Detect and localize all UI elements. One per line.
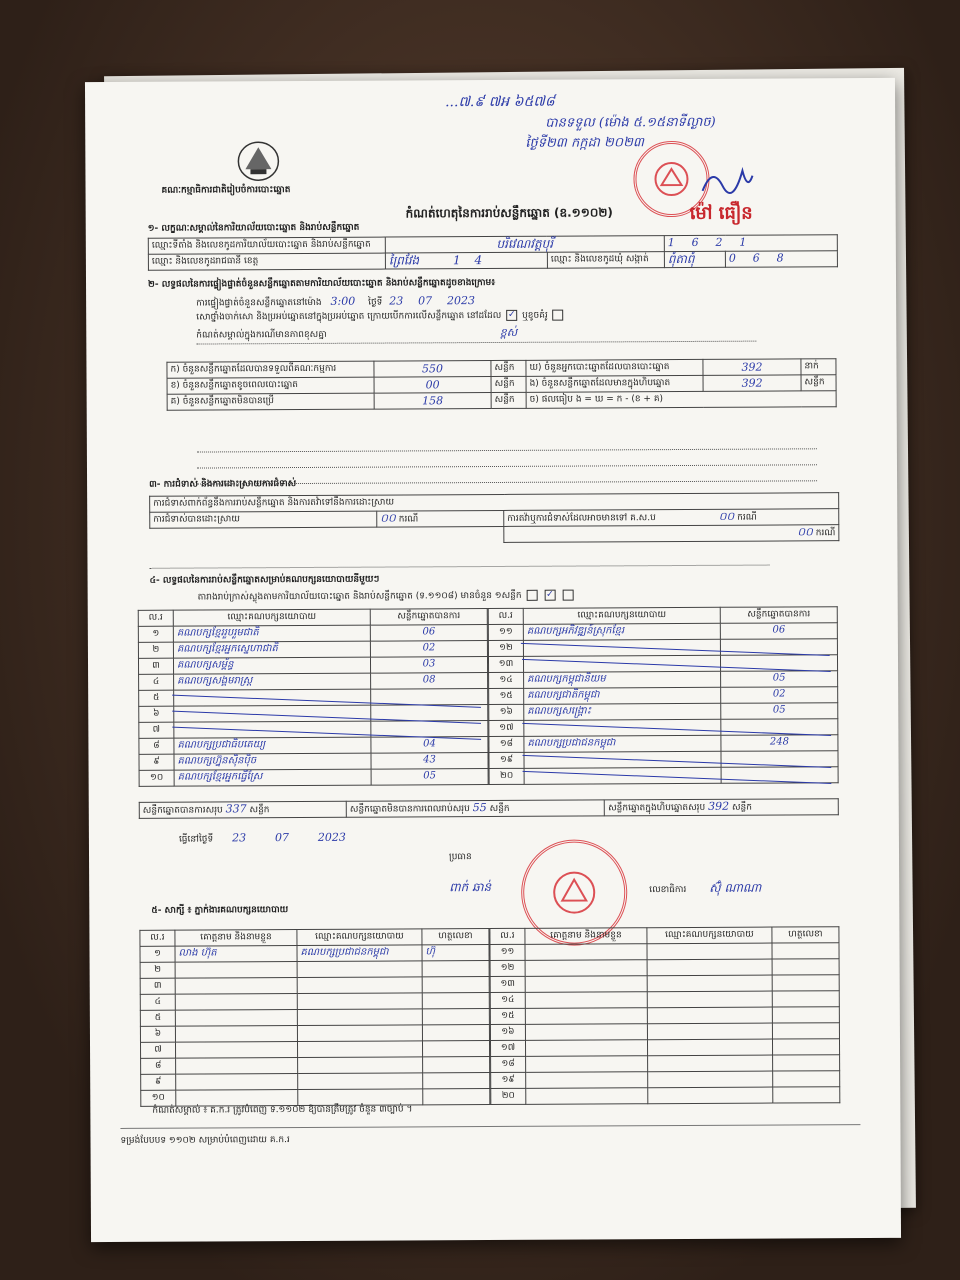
party-row xyxy=(489,671,838,689)
row-number: ៤ xyxy=(140,994,175,1010)
chair-signature: ពាក់ ឆាន់ xyxy=(449,880,492,895)
complaints-other-unit: ករណី xyxy=(815,528,836,539)
witness-row xyxy=(140,1041,489,1059)
signature-top-icon xyxy=(697,161,757,201)
row-number: ១១ xyxy=(490,944,525,960)
row-number: ៩ xyxy=(141,1074,176,1090)
party-name: គណបក្សខ្មែរអ្នកស្នេហាជាតិ xyxy=(173,641,370,658)
party-name: គណបក្សហ្វ៊ុនស៊ិនប៉ិច xyxy=(174,753,371,770)
total-box-label: សន្លឹកឆ្នោតក្នុងហិបឆ្នោតសរុប xyxy=(608,803,706,814)
row-number: ១៥ xyxy=(490,1008,525,1024)
witness-name xyxy=(176,1090,298,1107)
handwritten-signer-name: ម៉ៅ ធឿន xyxy=(689,202,753,224)
party-votes: 05 xyxy=(721,671,838,688)
witness-name xyxy=(525,960,647,977)
witness-sign xyxy=(422,977,489,993)
section5-heading: ៥- សាក្សី ៖ ភ្នាក់ងារគណបក្សនយោបាយ xyxy=(151,905,289,916)
party-name: គណបក្សប្រជាធិបតេយ្យ xyxy=(174,737,371,754)
verification-time-line xyxy=(196,294,475,310)
ballots-spoiled-value: 00 xyxy=(374,377,491,394)
station-code xyxy=(664,235,837,252)
complaints-resolved-unit: ករណី xyxy=(398,514,419,525)
party-name: គណបក្សអភិវឌ្ឍន៍ស្រុកខ្មែរ xyxy=(523,623,720,640)
ballots-unused-value: 158 xyxy=(374,393,491,410)
total-valid-unit: សន្លឹក xyxy=(249,805,270,816)
w-col-sign-right: ហត្ថលេខា xyxy=(772,927,839,943)
party-votes: 05 xyxy=(371,769,488,786)
witness-sign xyxy=(772,1007,839,1023)
party-votes: 08 xyxy=(371,673,488,690)
handwritten-received-date: ថ្ងៃទី២៣ កក្កដា ២០២៣ xyxy=(525,135,645,151)
witness-party xyxy=(297,961,422,978)
party-votes: 04 xyxy=(371,737,488,754)
ballots-received-label: ក) ចំនួនសន្លឹកឆ្នោតដែលបានទទួលពីគណៈកម្មការ xyxy=(167,361,374,378)
province-code-d2: 4 xyxy=(474,253,483,268)
verification-month: 07 xyxy=(418,294,433,308)
witness-row xyxy=(491,1071,840,1089)
party-row xyxy=(489,687,838,705)
row-number: ១៤ xyxy=(490,992,525,1008)
party-votes: 03 xyxy=(370,657,487,674)
handwritten-topline: ...៧.៩ ៧អ ៦៥៧៨ xyxy=(445,93,555,111)
witness-sign xyxy=(773,1055,840,1071)
witness-row xyxy=(490,943,839,961)
row-number: ៥ xyxy=(139,690,174,706)
station-code-d3: 2 xyxy=(715,236,723,250)
witness-row xyxy=(490,975,839,993)
witness-row xyxy=(140,945,489,963)
party-row xyxy=(139,753,488,771)
witness-party: គណបក្សប្រជាជនកម្ពុជា xyxy=(297,945,422,962)
witness-sign xyxy=(772,1039,839,1055)
witness-row xyxy=(490,991,839,1009)
witness-sign xyxy=(423,1057,490,1073)
row-number: ១៣ xyxy=(490,976,525,992)
commune-label: ឈ្មោះ និងលេខកូដឃុំ សង្កាត់ xyxy=(547,252,664,269)
witness-party xyxy=(647,991,772,1008)
witness-sign xyxy=(772,959,839,975)
col-party-right: ឈ្មោះគណបក្សនយោបាយ xyxy=(523,607,720,624)
row-number: ១៨ xyxy=(491,1056,526,1072)
witness-row xyxy=(490,1039,839,1057)
sheets-checkbox-3[interactable] xyxy=(562,590,573,601)
row-number: ២០ xyxy=(489,768,524,784)
check-formula: ច) ផលធៀប ង = ឃ = ក - (ខ + គ) xyxy=(526,391,836,409)
row-number: ៤ xyxy=(139,674,174,690)
chair-label: ប្រធាន xyxy=(449,852,472,863)
party-name: គណបក្សខ្មែរអ្នកធ្វើស្រែ xyxy=(174,769,371,786)
sheets-checkbox-1[interactable] xyxy=(526,590,537,601)
witness-sign xyxy=(422,993,489,1009)
party-row xyxy=(139,705,488,723)
witness-row xyxy=(140,961,489,979)
total-invalid-cell xyxy=(346,800,604,817)
row-number: ១០ xyxy=(139,770,174,786)
section4-heading: ៤- លទ្ធផលនៃការរាប់សន្លឹកឆ្នោតសម្រាប់គណបក្សនយោបាយនីមួយៗ xyxy=(149,574,380,586)
witness-name xyxy=(526,1088,648,1105)
party-votes: 05 xyxy=(721,703,838,720)
witness-row xyxy=(141,1057,490,1075)
party-row xyxy=(139,769,488,787)
witness-name xyxy=(175,978,297,995)
row-number: ៦ xyxy=(140,1026,175,1042)
witness-party xyxy=(647,959,772,976)
party-votes: 06 xyxy=(370,625,487,642)
col-party-left: ឈ្មោះគណបក្សនយោបាយ xyxy=(173,609,370,626)
nec-logo-icon xyxy=(235,139,281,183)
col-votes-left: សន្លឹកឆ្នោតបានការ xyxy=(370,609,487,626)
commune-code xyxy=(725,251,837,268)
province-value xyxy=(385,252,547,269)
party-name: គណបក្សប្រជាជនកម្ពុជា xyxy=(524,735,721,752)
emblem-icon-bottom xyxy=(549,867,599,917)
w-col-sign-left: ហត្ថលេខា xyxy=(422,929,489,945)
row-number: ១៣ xyxy=(488,656,523,672)
row-number: ៥ xyxy=(140,1010,175,1026)
station-code-d4: 1 xyxy=(739,236,747,250)
row-number: ១ xyxy=(138,626,173,642)
party-votes: 02 xyxy=(721,687,838,704)
station-value: បរិវេណវត្តបុរី xyxy=(385,236,664,253)
witness-sign xyxy=(773,1071,840,1087)
witness-party xyxy=(297,1041,422,1058)
complaints-resolved-label: ការជំទាស់បានដោះស្រាយ xyxy=(150,511,377,528)
complaints-escalated-value: ០០ xyxy=(718,510,735,524)
ballots-spoiled-unit: សន្លឹក xyxy=(491,376,526,392)
party-name: គណបក្សខ្មែររួបរួមជាតិ xyxy=(173,625,370,642)
witness-sign xyxy=(772,943,839,959)
witness-name xyxy=(175,994,297,1011)
row-number: ១ xyxy=(140,946,175,962)
witness-sign xyxy=(422,1009,489,1025)
row-number: ៨ xyxy=(139,738,174,754)
totals-row xyxy=(139,798,839,819)
witness-name xyxy=(525,944,647,961)
ballots-in-box-label: ង) ចំនួនសន្លឹកឆ្នោតដែលមានក្នុងហិបឆ្នោត xyxy=(526,375,703,392)
voters-unit: នាក់ xyxy=(801,359,836,375)
witness-party xyxy=(647,975,772,992)
org-name: គណៈកម្មាធិការជាតិរៀបចំការបោះឆ្នោត xyxy=(161,185,291,196)
row-number: ១៧ xyxy=(490,1040,525,1056)
witness-row xyxy=(141,1089,490,1107)
row-number: ១៩ xyxy=(491,1072,526,1088)
witness-party xyxy=(298,1073,423,1090)
party-row xyxy=(139,737,488,755)
complaints-other-value: ០០ xyxy=(797,525,813,539)
witness-party xyxy=(297,993,422,1010)
witness-sign: ហ៊ុ xyxy=(422,945,489,961)
commune-code-d2: 6 xyxy=(752,251,760,266)
voters-label: ឃ) ចំនួនអ្នកបោះឆ្នោតដែលបានបោះឆ្នោត xyxy=(526,359,703,376)
party-votes: 43 xyxy=(371,753,488,770)
witness-sign xyxy=(423,1089,490,1105)
witness-party xyxy=(647,1039,772,1056)
section4-subline-text: តារាងរាប់ក្រាស់ស្លុងតាមការិយាល័យបោះឆ្នោត និងរាប់សន្លឹកឆ្នោត (ទ.១១០៨) មានចំនួន ១សន្លឹក xyxy=(197,590,522,603)
witness-party xyxy=(297,1009,422,1026)
witness-row xyxy=(490,1007,839,1025)
ballots-unused-label: គ) ចំនួនសន្លឹកឆ្នោតមិនបានប្រើ xyxy=(167,393,374,410)
complaints-escalated-label: ការតវ៉ាឬការជំទាស់ដែលអាចមានទៅ គ.ស.ប xyxy=(507,513,656,525)
party-row xyxy=(138,625,487,643)
province-name: ព្រៃវែង xyxy=(388,253,420,268)
witness-sign xyxy=(422,1041,489,1057)
party-name: គណបក្សជាតិកម្ពុជា xyxy=(524,687,721,704)
verification-year: 2023 xyxy=(446,294,476,308)
province-label: ឈ្មោះ និងលេខកូដរាជធានី ខេត្ត xyxy=(148,253,385,270)
party-row xyxy=(488,623,837,641)
witness-sign xyxy=(773,1087,840,1103)
witness-sign xyxy=(772,1023,839,1039)
witness-party xyxy=(647,1007,772,1024)
seal-damaged-label: ឬខូចគំរូ xyxy=(522,310,548,321)
witness-party xyxy=(298,1057,423,1074)
row-number: ១១ xyxy=(488,624,523,640)
section4-subline xyxy=(198,590,576,604)
row-number: ៦ xyxy=(139,706,174,722)
total-invalid-label: សន្លឹកឆ្នោតមិនបានការពេលរាប់សរុប xyxy=(349,804,470,816)
row-number: ៣ xyxy=(140,978,175,994)
seal-status-text: សោថ្នាំងចាក់សោ និងប្រអប់ឆ្នោតនៅក្នុងប្រអប់ឆ្នោត ក្រោយបើកការលើសន្លឹកឆ្នោត នៅដដែល xyxy=(196,310,502,323)
witness-left-table xyxy=(139,928,490,1107)
commune-code-d1: 0 xyxy=(728,252,736,266)
w-col-name-right: គោត្តនាម និងនាមខ្លួន xyxy=(525,928,647,945)
witness-right-table xyxy=(489,926,840,1105)
section3-heading: ៣- ការជំទាស់ និងការដោះស្រាយការជំទាស់ xyxy=(149,479,297,490)
party-name: គណបក្សកម្ពុជានិយម xyxy=(524,671,721,688)
witness-name xyxy=(525,1024,647,1041)
witness-name xyxy=(526,1072,648,1089)
row-number: ២០ xyxy=(491,1088,526,1104)
total-valid-cell xyxy=(139,801,346,818)
row-number: ៧ xyxy=(139,722,174,738)
ballots-received-value: 550 xyxy=(374,361,491,378)
witness-name xyxy=(175,1026,297,1043)
discrepancy-note-value: ខ្ពស់ xyxy=(499,325,518,339)
station-code-d1: 1 xyxy=(667,236,675,250)
complaints-escalated-unit: ករណី xyxy=(737,512,757,524)
party-row xyxy=(139,721,488,739)
total-invalid-value: 55 xyxy=(472,801,487,815)
witness-row xyxy=(140,1025,489,1043)
witness-name xyxy=(525,1040,647,1057)
row-number: ១២ xyxy=(490,960,525,976)
section1-heading: ១- លក្ខណៈសម្គាល់នៃការិយាល័យបោះឆ្នោត និងរាប់សន្លឹកឆ្នោត xyxy=(147,222,360,234)
complaints-other-cell xyxy=(504,525,839,543)
party-name: គណបក្សសង្គ្រោះ xyxy=(524,703,721,720)
witness-sign xyxy=(423,1073,490,1089)
col-votes-right: សន្លឹកឆ្នោតបានការ xyxy=(720,607,837,624)
witness-row xyxy=(490,1023,839,1041)
witness-name xyxy=(175,962,297,979)
voters-value: 392 xyxy=(703,359,801,376)
total-box-value: 392 xyxy=(708,800,730,814)
witness-row xyxy=(491,1087,840,1105)
complaints-table xyxy=(149,492,839,545)
row-number: ១០ xyxy=(141,1090,176,1106)
witness-sign xyxy=(772,991,839,1007)
seal-status-line xyxy=(196,310,566,324)
witness-name xyxy=(525,992,647,1009)
row-number: ១៦ xyxy=(489,704,524,720)
commune-value: ពុំតាពុំ xyxy=(664,251,725,267)
ballots-spoiled-label: ខ) ចំនួនសន្លឹកឆ្នោតខូចពេលបោះឆ្នោត xyxy=(167,377,374,394)
ballots-in-box-unit: សន្លឹក xyxy=(801,375,836,391)
discrepancy-note xyxy=(196,326,517,342)
row-number: ២ xyxy=(138,642,173,658)
total-valid-value: 337 xyxy=(225,802,247,816)
complaints-resolved-cell xyxy=(377,510,504,527)
party-votes: 06 xyxy=(720,623,837,640)
witness-name xyxy=(525,1008,647,1025)
station-code-d2: 6 xyxy=(691,236,699,250)
col-no-left: ល.រ xyxy=(138,610,173,626)
row-number: ១៦ xyxy=(490,1024,525,1040)
total-valid-label: សន្លឹកឆ្នោតបានការសរុប xyxy=(142,805,223,817)
signing-month: 07 xyxy=(274,831,289,845)
row-number: ១៥ xyxy=(489,688,524,704)
complaints-resolved-value: ០០ xyxy=(380,511,396,525)
col-no-right: ល.រ xyxy=(488,608,523,624)
row-number: ១៨ xyxy=(489,736,524,752)
ballots-in-box-value: 392 xyxy=(703,375,801,392)
witness-party xyxy=(648,1071,773,1088)
witness-name xyxy=(526,1056,648,1073)
ballot-count-table xyxy=(166,358,836,411)
party-name: គណបក្សសង្គមរាស្ត្រ xyxy=(174,673,371,690)
verification-date-label: ថ្ងៃទី xyxy=(368,297,383,308)
witness-party xyxy=(297,977,422,994)
section2-heading: ២- លទ្ធផលនៃការផ្ទៀងផ្ទាត់ចំនួនសន្លឹកឆ្នោតតាមការិយាល័យបោះឆ្នោត និងរាប់សន្លឹកឆ្នោតដូចខាងក្រោម៖ xyxy=(148,277,496,290)
secretary-label: លេខាធិការ xyxy=(649,884,687,896)
signing-day: 23 xyxy=(232,831,247,845)
total-box-cell xyxy=(605,799,839,816)
form-title: កំណត់ហេតុនៃការរាប់សន្លឹកឆ្នោត (ឧ.១១០២) xyxy=(405,205,613,221)
row-number: ៩ xyxy=(139,754,174,770)
party-row xyxy=(489,703,838,721)
party-row xyxy=(139,673,488,691)
w-col-party-left: ឈ្មោះគណបក្សនយោបាយ xyxy=(297,929,422,946)
sheets-checkbox-2[interactable]: ✓ xyxy=(546,589,554,600)
witness-party xyxy=(647,1023,772,1040)
seal-damaged-checkbox[interactable] xyxy=(553,310,564,321)
election-count-form xyxy=(85,78,901,1242)
party-votes: 248 xyxy=(721,735,838,752)
witness-row xyxy=(490,959,839,977)
total-box-unit: សន្លឹក xyxy=(731,803,753,814)
party-results-right-table xyxy=(488,606,839,785)
party-row xyxy=(139,689,488,707)
witness-party xyxy=(648,1055,773,1072)
witness-sign xyxy=(772,975,839,991)
witness-row xyxy=(140,1009,489,1027)
witness-name xyxy=(525,976,647,993)
secretary-signature: ស៊ុំ ណាណា xyxy=(709,880,762,895)
witness-party xyxy=(297,1025,422,1042)
w-col-no-right: ល.រ xyxy=(490,928,525,944)
emblem-icon xyxy=(651,159,691,199)
witness-row xyxy=(140,993,489,1011)
row-number: ២ xyxy=(140,962,175,978)
witness-party xyxy=(648,1087,773,1104)
row-number: ៣ xyxy=(138,658,173,674)
verification-time-prefix: ការផ្ទៀងផ្ទាត់ចំនួនសន្លឹកឆ្នោតនៅម៉ោង xyxy=(196,297,322,309)
row-number: ១៩ xyxy=(489,752,524,768)
row-number: ១៤ xyxy=(489,672,524,688)
party-row xyxy=(138,657,487,675)
witness-party xyxy=(647,943,772,960)
row-number: ១២ xyxy=(488,640,523,656)
witness-name xyxy=(175,1010,297,1027)
row-number: ៨ xyxy=(141,1058,176,1074)
verification-time-value: 3:00 xyxy=(330,294,356,308)
handwritten-received-time: បាន​ទទួល (ម៉ោង ៥.១៥នាទីល្ងាច) xyxy=(545,114,716,131)
witness-row xyxy=(140,977,489,995)
party-name: គណបក្សសម្ព័ន្ធ xyxy=(173,657,370,674)
party-votes: 02 xyxy=(370,641,487,658)
seal-intact-checkbox[interactable]: ✓ xyxy=(507,309,516,320)
w-col-no-left: ល.រ xyxy=(140,930,175,946)
ballots-unused-unit: សន្លឹក xyxy=(491,392,526,408)
row-number: ៧ xyxy=(140,1042,175,1058)
witness-party xyxy=(298,1089,423,1106)
complaints-counting-label: ការជំទាស់ពាក់ព័ន្ធនឹងការរាប់សន្លឹកឆ្នោត និងការតវ៉ាទៅនឹងការដោះស្រាយ xyxy=(150,493,839,513)
witness-name xyxy=(175,1042,297,1059)
row-number: ១៧ xyxy=(489,720,524,736)
discrepancy-note-label: កំណត់សម្គាល់ក្នុងករណីមានភាពខុសគ្នា xyxy=(196,329,327,341)
province-code-d1: 1 xyxy=(452,253,461,268)
witness-name xyxy=(176,1058,298,1075)
form-code: ទម្រង់បែបបទ ១១០២ សម្រាប់បំពេញដោយ គ.ក.រ xyxy=(120,1135,290,1146)
witness-row xyxy=(491,1055,840,1073)
signing-date-label: ធ្វើនៅថ្ងៃទី xyxy=(178,834,214,845)
station-label: ឈ្មោះទីតាំង និងលេខកូដការិយាល័យបោះឆ្នោត និងរាប់សន្លឹកឆ្នោត xyxy=(148,237,385,254)
verification-day: 23 xyxy=(389,294,404,308)
section1-table xyxy=(148,234,838,271)
w-col-party-right: ឈ្មោះគណបក្សនយោបាយ xyxy=(647,927,772,944)
w-col-name-left: គោត្តនាម និងនាមខ្លួន xyxy=(175,930,297,947)
signing-year: 2023 xyxy=(317,830,346,844)
commune-code-d3: 8 xyxy=(776,251,784,265)
ballots-received-unit: សន្លឹក xyxy=(491,360,526,376)
witness-name: លាង ហ៊ុត xyxy=(175,946,297,963)
witness-sign xyxy=(422,961,489,977)
complaints-escalated-cell xyxy=(504,509,839,527)
signing-date-line xyxy=(179,831,346,846)
witness-row xyxy=(141,1073,490,1091)
party-row xyxy=(489,735,838,753)
party-results-left-table xyxy=(138,608,489,787)
party-row xyxy=(138,641,487,659)
footer-note: កំណត់សម្គាល់ ៖ គ.ក.រ ត្រូវបំពេញ ទ.១១០២ ឱ្យបានត្រឹមត្រូវ ចំនួន ៣ច្បាប់ ។ xyxy=(152,1104,413,1116)
witness-name xyxy=(176,1074,298,1091)
witness-sign xyxy=(422,1025,489,1041)
total-invalid-unit: សន្លឹក xyxy=(489,804,510,815)
